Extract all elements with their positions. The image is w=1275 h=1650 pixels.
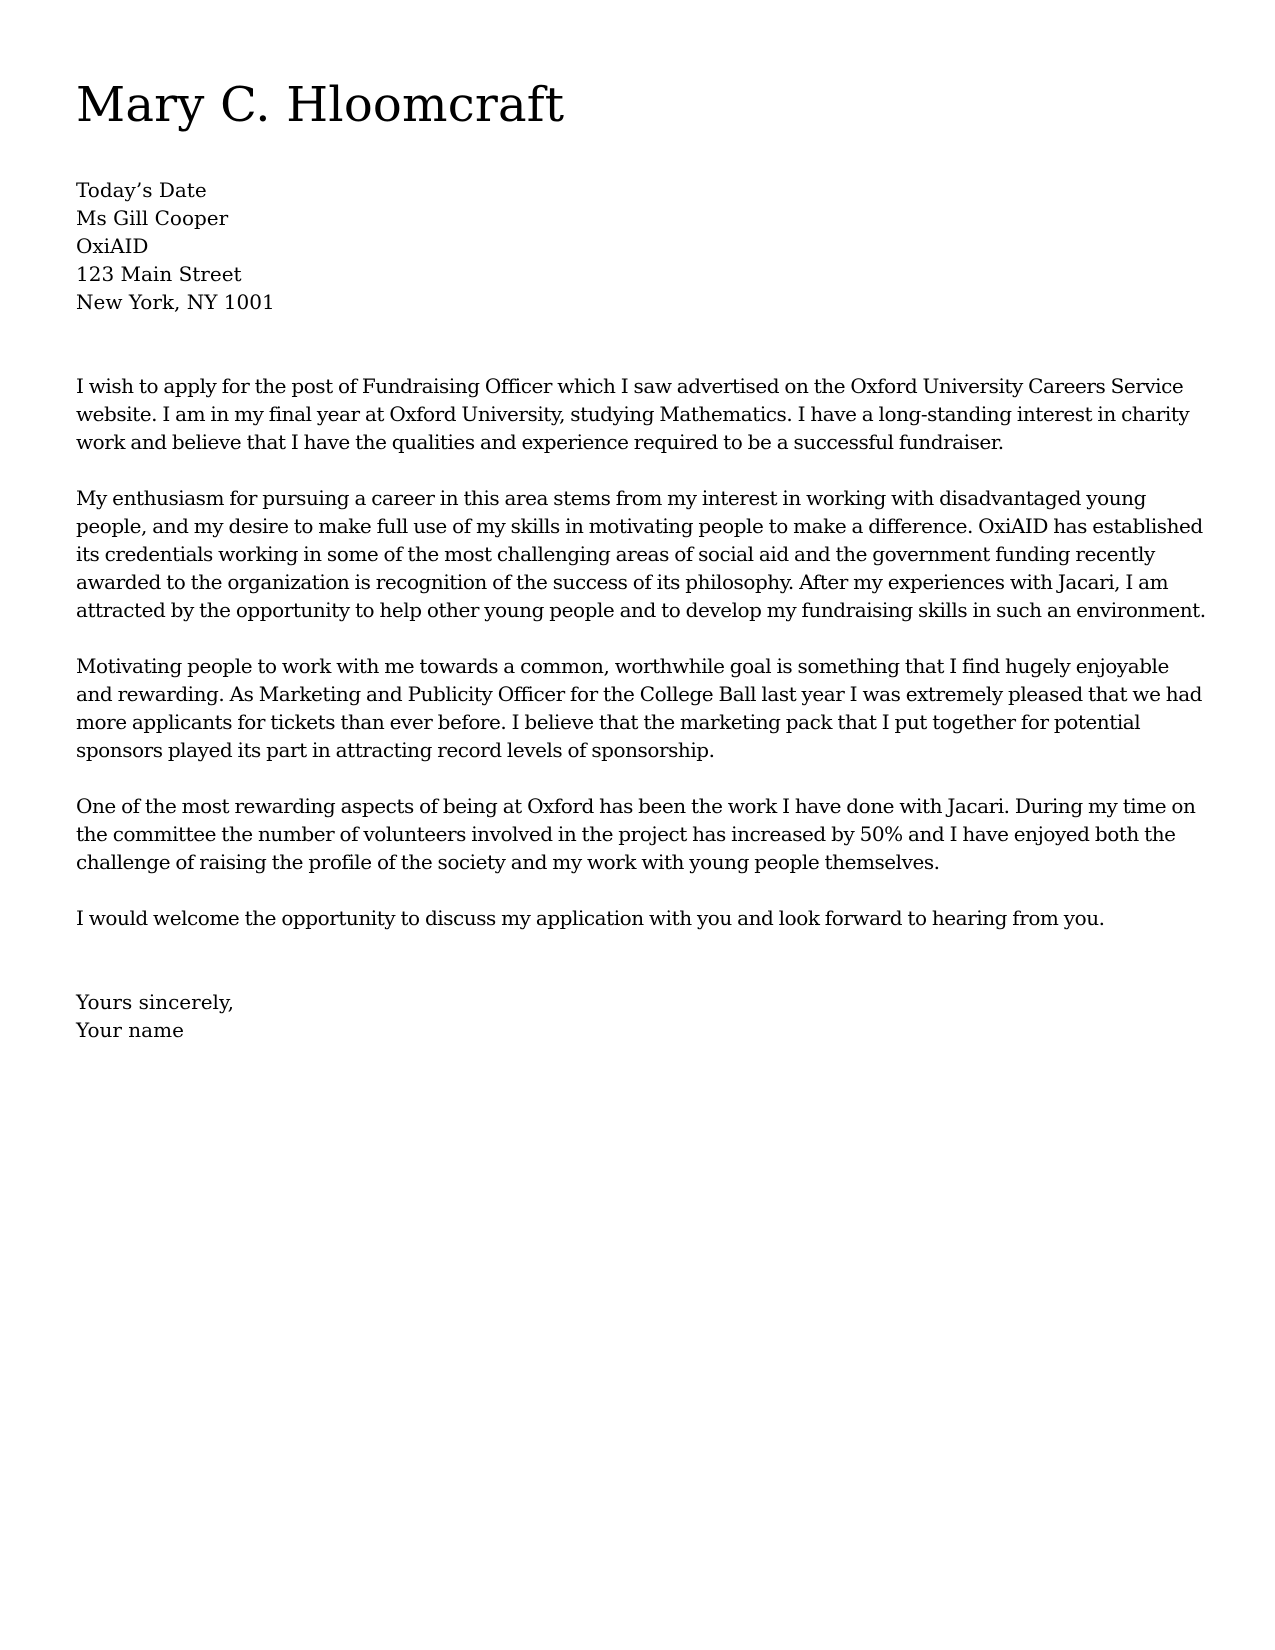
body-paragraph-5: I would welcome the opportunity to discuss my application with you and look forward to hearing from you. [76,906,1105,930]
body-paragraph-3: Motivating people to work with me towards a common, worthwhile goal is something that I find hugely enjoyable and rewarding. As Marketing and Publicity Officer for the College Ball last year I was extremely pleased that we had more applicants for tickets than ever before. I believe that the marketing pack that I put together for potential sponsors played its part in attracting record levels of sponsorship. [76,654,1203,762]
recipient-address-block [76,176,1206,316]
recipient-city: New York, NY 1001 [76,290,275,314]
recipient-name: Ms Gill Cooper [76,206,229,230]
letter-body [76,372,1206,932]
letter-page [76,76,1206,1044]
body-paragraph-2: My enthusiasm for pursuing a career in this area stems from my interest in working with disadvantaged young people, and my desire to make full use of my skills in motivating people to make a difference. OxiAID has established its credentials working in some of the most challenging areas of social aid and the government funding recently awarded to the organization is recognition of the success of its philosophy. After my experiences with Jacari, I am attracted by the opportunity to help other young people and to develop my fundraising skills in such an environment. [76,486,1206,622]
recipient-organization: OxiAID [76,234,149,258]
sender-name: Mary C. Hloomcraft [76,77,565,133]
letter-closing [76,988,1206,1044]
recipient-street: 123 Main Street [76,262,242,286]
body-paragraph-1: I wish to apply for the post of Fundraising Officer which I saw advertised on the Oxford University Careers Service website. I am in my final year at Oxford University, studying Mathematics. I have a long-standing interest in charity work and believe that I have the qualities and experience required to be a successful fundraiser. [76,374,1190,454]
signature-name: Your name [76,1018,184,1042]
letter-date: Today’s Date [76,178,207,202]
closing-salutation: Yours sincerely, [76,990,234,1014]
body-paragraph-4: One of the most rewarding aspects of being at Oxford has been the work I have done with Jacari. During my time on the committee the number of volunteers involved in the project has increased by 50% and I have enjoyed both the challenge of raising the profile of the society and my work with young people themselves. [76,794,1196,874]
